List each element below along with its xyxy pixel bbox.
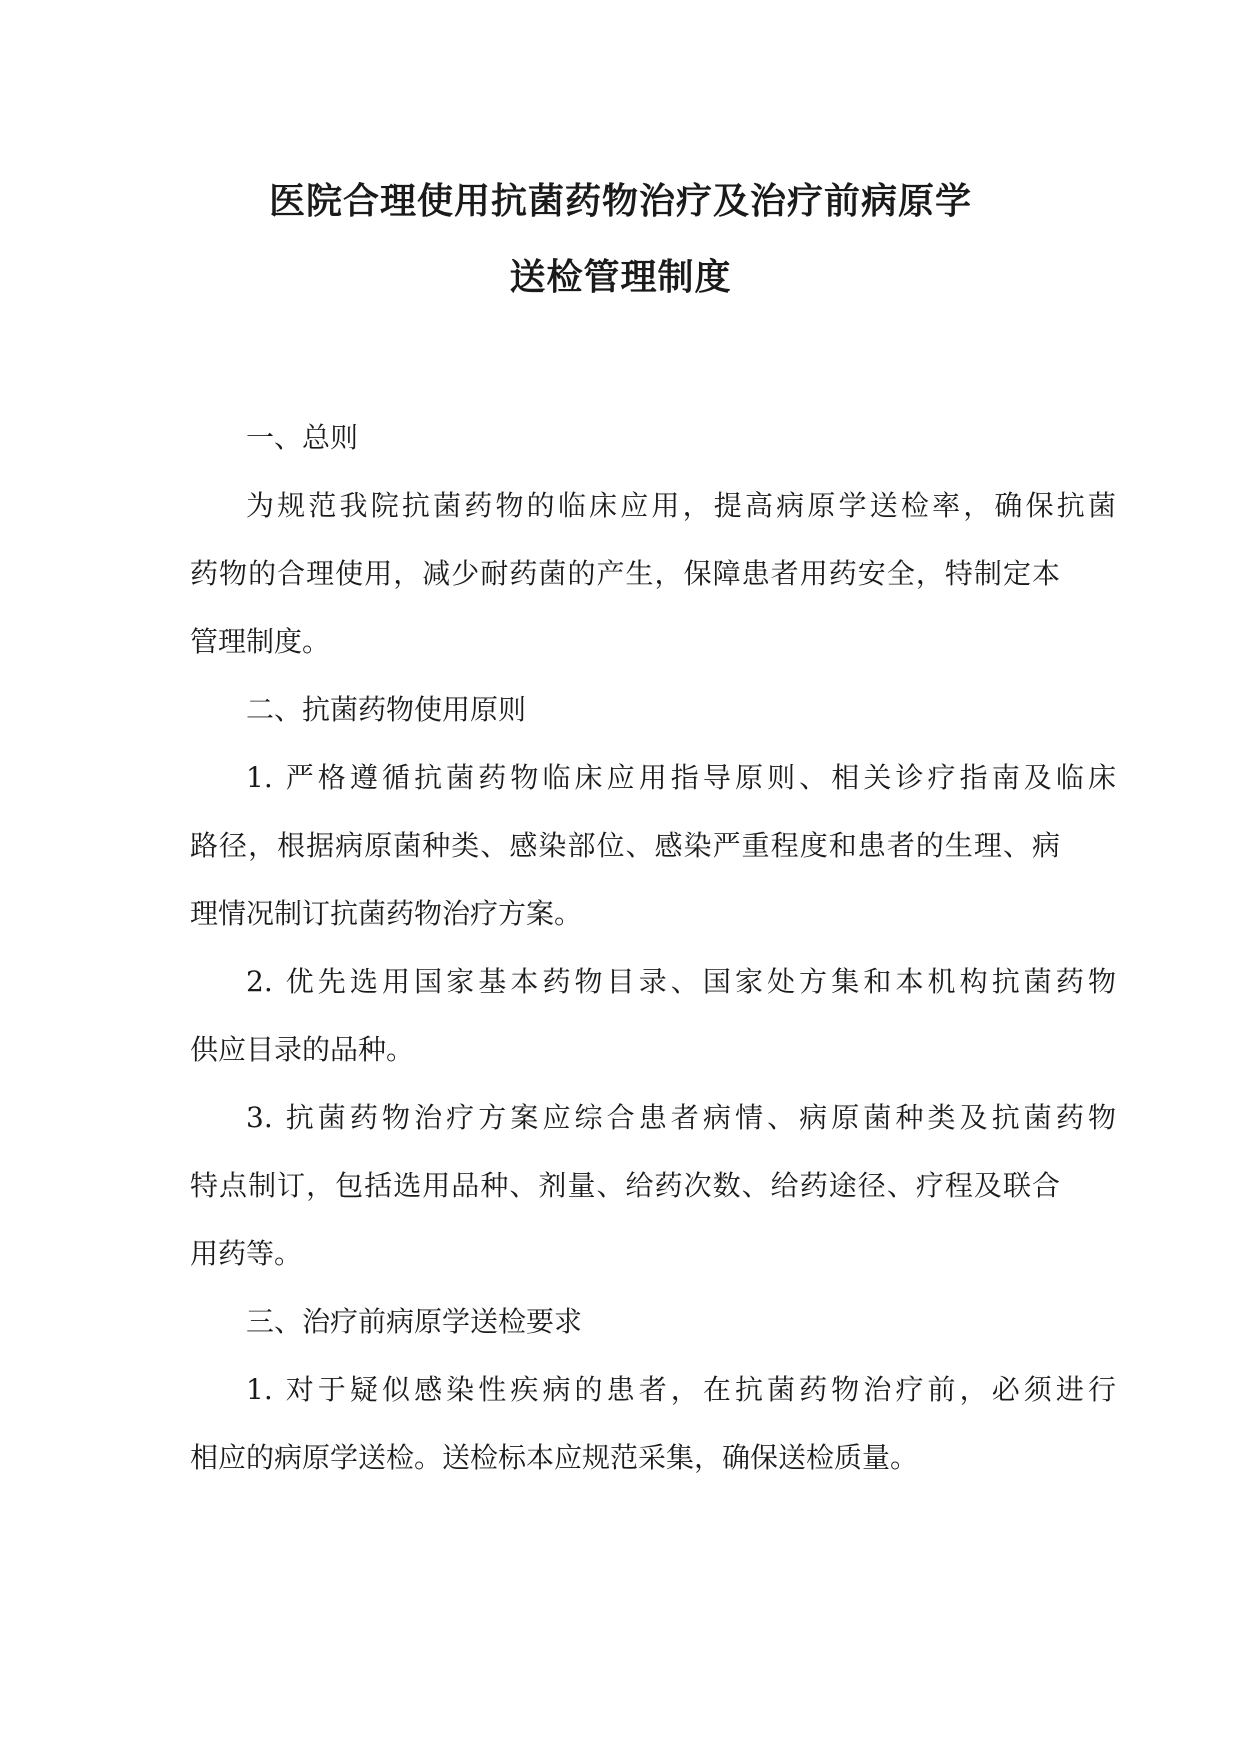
- paragraph-line: 1. 对于疑似感染性疾病的患者，在抗菌药物治疗前，必须进行: [246, 1373, 1116, 1406]
- paragraph-line: 供应目录的品种。: [190, 1033, 415, 1066]
- paragraph-line: 路径，根据病原菌种类、感染部位、感染严重程度和患者的生理、病: [190, 829, 1060, 862]
- paragraph-line: 特点制订，包括选用品种、剂量、给药次数、给药途径、疗程及联合: [190, 1169, 1060, 1202]
- paragraph-line: 用药等。: [190, 1237, 303, 1270]
- paragraph-line: 为规范我院抗菌药物的临床应用，提高病原学送检率，确保抗菌: [246, 489, 1116, 522]
- paragraph-line: 2. 优先选用国家基本药物目录、国家处方集和本机构抗菌药物: [246, 965, 1116, 998]
- title-line-2: 送检管理制度: [509, 257, 732, 298]
- paragraph-line: 1. 严格遵循抗菌药物临床应用指导原则、相关诊疗指南及临床: [246, 761, 1116, 794]
- paragraph-line: 理情况制订抗菌药物治疗方案。: [190, 897, 583, 930]
- paragraph-line: 药物的合理使用，减少耐药菌的产生，保障患者用药安全，特制定本: [190, 557, 1060, 590]
- paragraph-line: 3. 抗菌药物治疗方案应综合患者病情、病原菌种类及抗菌药物: [246, 1101, 1116, 1134]
- title-line-1: 医院合理使用抗菌药物治疗及治疗前病原学: [268, 181, 972, 222]
- paragraph-line: 管理制度。: [190, 625, 331, 658]
- paragraph-line: 相应的病原学送检。送检标本应规范采集，确保送检质量。: [190, 1441, 919, 1474]
- section-heading-pathogen-testing: 三、治疗前病原学送检要求: [246, 1305, 583, 1338]
- section-heading-principles: 二、抗菌药物使用原则: [246, 693, 527, 726]
- section-heading-general: 一、总则: [246, 421, 359, 454]
